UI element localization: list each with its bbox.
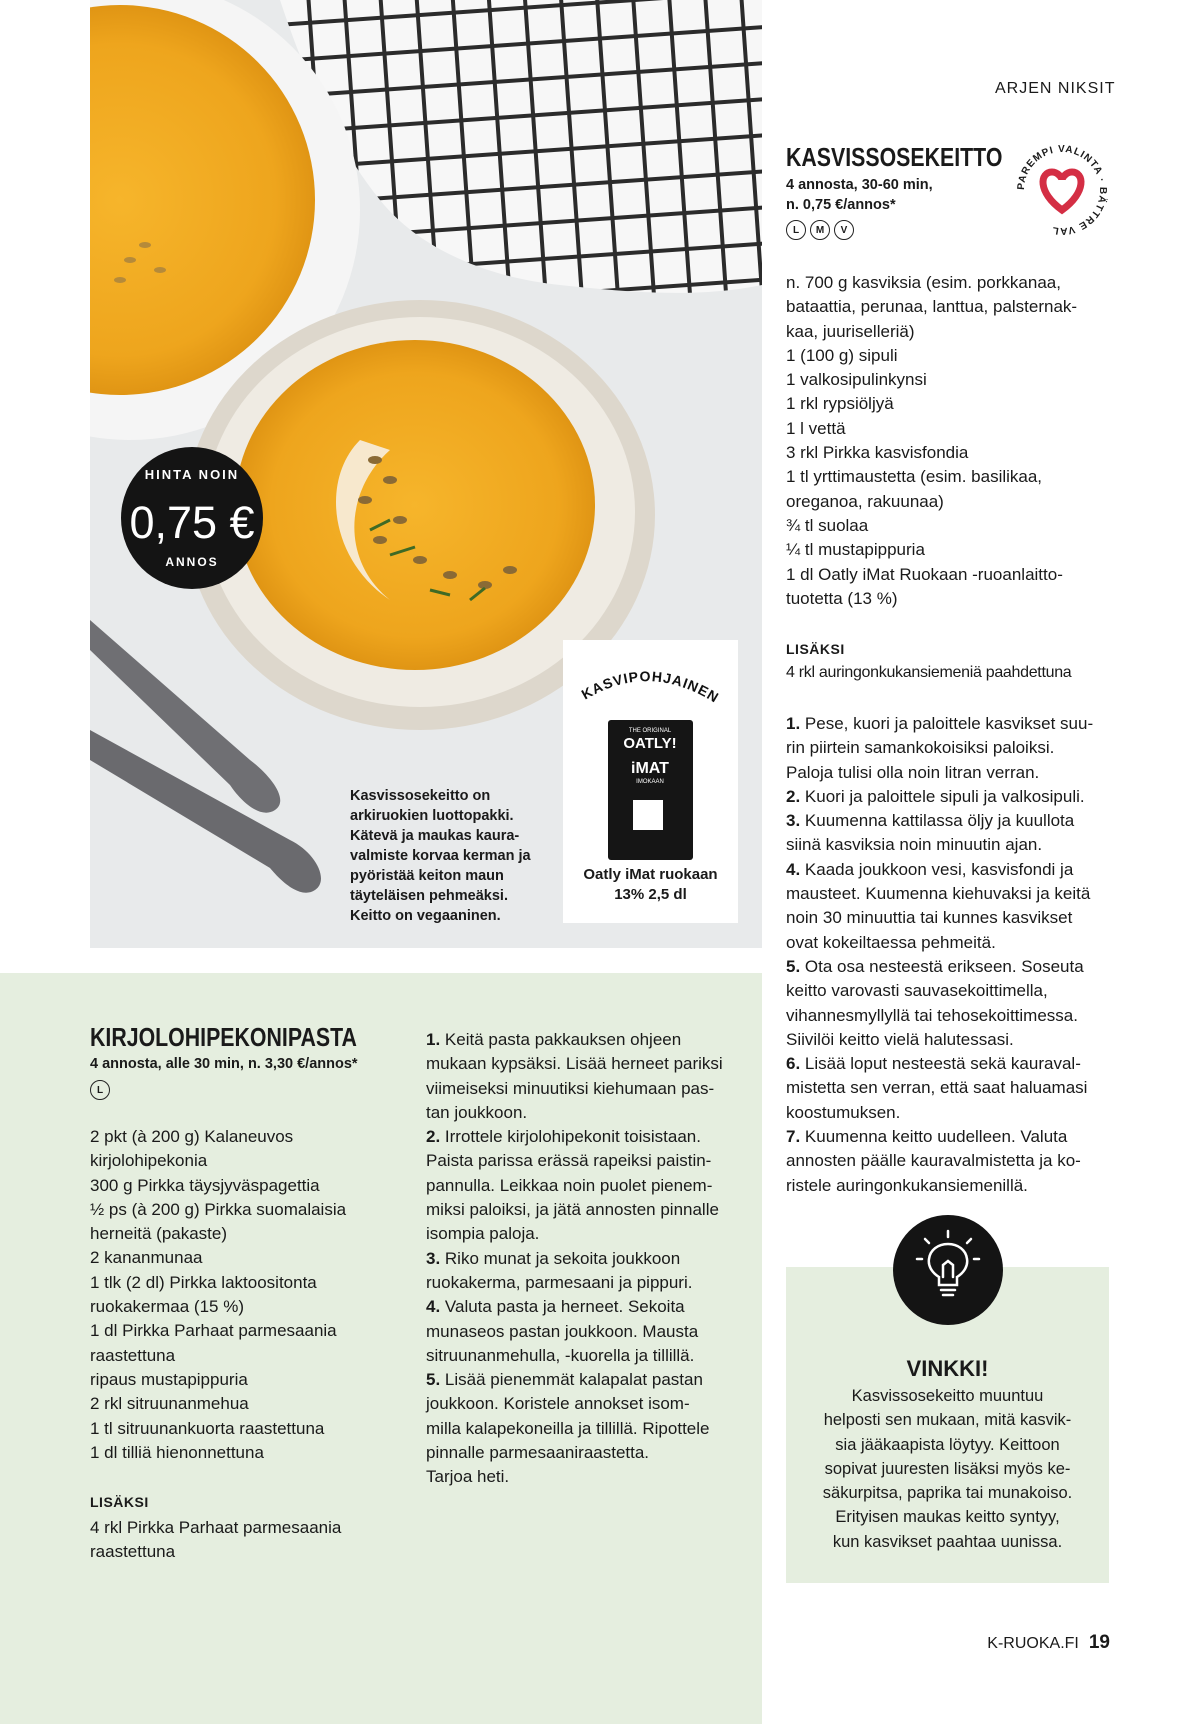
- step-line: noin 30 minuuttia tai kunnes kasvikset: [786, 908, 1073, 928]
- ingredient-line: ripaus mustapippuria: [90, 1369, 248, 1389]
- ingredient-line: 300 g Pirkka täysjyväspagettia: [90, 1175, 320, 1195]
- oatly-pack-illustration: [563, 640, 738, 865]
- footer: [987, 1632, 1110, 1654]
- tip-title: VINKKI!: [906, 1356, 989, 1381]
- tip-line: Kasvissosekeitto muuntuu: [851, 1387, 1044, 1405]
- step-line: ristele auringonkukansiemenillä.: [786, 1175, 1028, 1195]
- pasta-extra-title: LISÄKSI: [90, 1494, 149, 1510]
- pasta-ingredients: [90, 1125, 390, 1465]
- step-line: rin piirtein samankokoisiksi paloiksi.: [786, 738, 1055, 758]
- price-badge-top: HINTA NOIN: [144, 467, 240, 482]
- step-line: 5. Ota osa nesteestä erikseen. Soseuta: [786, 956, 1084, 976]
- ingredient-line: oreganoa, rakuunaa): [786, 491, 944, 511]
- tip-line: säkurpitsa, paprika tai munakoiso.: [822, 1484, 1073, 1503]
- pasta-steps: [426, 1028, 746, 1490]
- step-line: pannulla. Leikkaa noin puolet pienem-: [426, 1175, 713, 1195]
- ingredient-line: 3 rkl Pirkka kasvisfondia: [786, 443, 969, 463]
- ingredient-line: kirjolohipekonia: [90, 1151, 208, 1171]
- soup-diet-badges: [786, 220, 1050, 240]
- ingredient-line: bataattia, perunaa, lanttua, palsternak-: [786, 297, 1078, 317]
- step-line: sitruunanmehulla, -kuorella ja tillillä.: [426, 1345, 695, 1365]
- svg-text:iMAT: iMAT: [631, 760, 669, 777]
- step-line: vihannesmyllyllä tai tehosekoittimessa.: [786, 1005, 1078, 1025]
- svg-text:OATLY!: OATLY!: [623, 735, 677, 752]
- tip-line: helposti sen mukaan, mitä kasvik-: [823, 1411, 1072, 1430]
- tip-line: sia jääkaapista löytyy. Keittoon: [835, 1435, 1060, 1454]
- diet-badge: M: [810, 220, 830, 240]
- product-badge-text: KASVIPOHJAINEN: [578, 668, 723, 706]
- step-line: tan joukkoon.: [426, 1102, 528, 1122]
- soup-header: [786, 142, 1050, 240]
- step-line: pinnalle parmesaaniraastetta.: [426, 1443, 650, 1463]
- product-box: [563, 640, 738, 923]
- step-line: milla kalapekoneilla ja tillillä. Ripottele: [426, 1418, 710, 1438]
- pasta-title: KIRJOLOHIPEKONIPASTA: [90, 1022, 357, 1052]
- ingredient-line: 1 l vettä: [786, 418, 846, 438]
- ingredient-line: 1 tlk (2 dl) Pirkka laktoositonta: [90, 1272, 317, 1292]
- price-badge: [121, 447, 263, 589]
- extra-line: raastettuna: [90, 1542, 176, 1562]
- soup-extra-title: LISÄKSI: [786, 641, 845, 657]
- tip-text: [800, 1384, 1095, 1554]
- step-line: 4. Valuta pasta ja herneet. Sekoita: [426, 1297, 685, 1317]
- tip-line: Erityisen maukas keitto syntyy,: [835, 1508, 1060, 1527]
- section-label: ARJEN NIKSIT: [995, 80, 1116, 97]
- pasta-meta: 4 annosta, alle 30 min, n. 3,30 €/annos*: [90, 1056, 358, 1072]
- diet-badge: L: [90, 1080, 110, 1100]
- ingredient-line: ¾ tl suolaa: [786, 515, 869, 535]
- svg-text:THE ORIGINAL: THE ORIGINAL: [628, 728, 672, 734]
- step-line: Tarjoa heti.: [426, 1467, 510, 1487]
- photo-caption: Kasvissosekeitto on arkiruokien luottopakki. Kätevä ja maukas kaura-valmiste korvaa kerman ja pyöristää keiton maun täyteläisen pehmeäksi. Keitto on vegaaninen.: [350, 788, 531, 924]
- ingredient-line: 2 rkl sitruunanmehua: [90, 1394, 249, 1414]
- step-line: viimeiseksi minuutiksi kiehumaan pas-: [426, 1078, 715, 1098]
- pasta-header: [90, 1022, 416, 1100]
- step-line: 5. Lisää pienemmät kalapalat pastan: [426, 1370, 703, 1390]
- ingredient-line: n. 700 g kasviksia (esim. porkkanaa,: [786, 273, 1061, 292]
- soup-steps: [786, 712, 1116, 1198]
- step-line: mukaan kypsäksi. Lisää herneet pariksi: [426, 1054, 723, 1074]
- step-line: Paista parissa erässä rapeiksi paistin-: [426, 1151, 712, 1171]
- pasta-diet-badges: [90, 1080, 416, 1100]
- step-line: 2. Kuori ja paloittele sipuli ja valkosipuli.: [786, 786, 1085, 806]
- step-line: 2. Irrottele kirjolohipekonit toisistaan.: [426, 1127, 701, 1147]
- soup-meta-2: n. 0,75 €/annos*: [786, 197, 896, 213]
- diet-badge: L: [786, 220, 806, 240]
- step-line: 6. Lisää loput nesteestä sekä kauraval-: [786, 1054, 1081, 1074]
- step-line: 7. Kuumenna keitto uudelleen. Valuta: [786, 1127, 1068, 1147]
- step-line: miksi paloiksi, ja jätä annosten pinnalle: [426, 1200, 719, 1220]
- ingredient-line: 1 valkosipulinkynsi: [786, 370, 927, 390]
- svg-text:PAREMPI VALINTA · BÄTTRE VAL: [1016, 144, 1110, 236]
- svg-text:IMOKAAN: IMOKAAN: [636, 779, 664, 785]
- ingredient-line: 1 dl Pirkka Parhaat parmesaania: [90, 1321, 337, 1341]
- step-line: joukkoon. Koristele annokset isom-: [426, 1394, 690, 1414]
- price-badge-bottom: ANNOS: [165, 555, 219, 569]
- diet-badge: V: [834, 220, 854, 240]
- step-line: Siivilöi keitto vielä halutessasi.: [786, 1029, 1014, 1049]
- ingredient-line: 1 dl Oatly iMat Ruokaan -ruoanlaitto-: [786, 564, 1063, 584]
- ingredient-line: herneitä (pakaste): [90, 1224, 228, 1244]
- footer-site: K-RUOKA.FI: [987, 1635, 1079, 1652]
- product-label-line1: Oatly iMat ruokaan: [583, 866, 718, 883]
- ingredient-line: 1 tl sitruunankuorta raastettuna: [90, 1418, 325, 1438]
- tip-line: sopivat juuresten lisäksi myös ke-: [824, 1459, 1071, 1478]
- lightbulb-icon: [893, 1215, 1003, 1325]
- heart-icon: [1043, 172, 1081, 210]
- step-line: keitto varovasti sauvasekoittimella,: [786, 981, 1048, 1001]
- svg-text:KASVIPOHJAINEN: [579, 668, 722, 706]
- product-label-line2: 13% 2,5 dl: [614, 886, 687, 903]
- step-line: 3. Riko munat ja sekoita joukkoon: [426, 1248, 681, 1268]
- step-line: ovat kokeiltaessa pehmeitä.: [786, 932, 996, 952]
- pasta-extra: [90, 1516, 390, 1565]
- ingredient-line: 1 (100 g) sipuli: [786, 345, 898, 365]
- step-line: mausteet. Kuumenna kiehuvaksi ja keitä: [786, 884, 1091, 904]
- step-line: mistetta sen verran, että saat haluamasi: [786, 1078, 1088, 1098]
- ingredient-line: ruokakermaa (15 %): [90, 1297, 245, 1317]
- step-line: isompia paloja.: [426, 1224, 540, 1244]
- seal-text: PAREMPI VALINTA · BÄTTRE VAL: [1015, 143, 1109, 237]
- page-number: 19: [1088, 1632, 1110, 1653]
- parempi-valinta-seal: [1012, 140, 1112, 240]
- ingredient-line: kaa, juuriselleriä): [786, 321, 915, 341]
- soup-extra: 4 rkl auringonkukansiemeniä paahdettuna: [786, 664, 1072, 681]
- step-line: 3. Kuumenna kattilassa öljy ja kuullota: [786, 811, 1075, 831]
- step-line: siinä kasviksia noin minuutin ajan.: [786, 835, 1043, 855]
- step-line: 1. Pese, kuori ja paloittele kasvikset suu-: [786, 714, 1094, 733]
- ingredient-line: ½ ps (à 200 g) Pirkka suomalaisia: [90, 1199, 347, 1219]
- step-line: 1. Keitä pasta pakkauksen ohjeen: [426, 1030, 682, 1049]
- ingredient-line: 2 kananmunaa: [90, 1248, 203, 1268]
- step-line: ruokakerma, parmesaani ja pippuri.: [426, 1272, 693, 1292]
- ingredient-line: 1 rkl rypsiöljyä: [786, 394, 894, 414]
- soup-title: KASVISSOSEKEITTO: [786, 142, 1003, 172]
- extra-line: 4 rkl Pirkka Parhaat parmesaania: [90, 1518, 342, 1537]
- ingredient-line: ¼ tl mustapippuria: [786, 540, 925, 560]
- price-badge-value: 0,75 €: [129, 497, 255, 548]
- step-line: koostumuksen.: [786, 1102, 901, 1122]
- step-line: annosten päälle kauravalmistetta ja ko-: [786, 1151, 1081, 1171]
- ingredient-line: 1 tl yrttimaustetta (esim. basilikaa,: [786, 467, 1043, 487]
- tip-line: kun kasvikset paahtaa uunissa.: [832, 1532, 1063, 1551]
- step-line: munaseos pastan joukkoon. Mausta: [426, 1321, 699, 1341]
- ingredient-line: tuotetta (13 %): [786, 588, 898, 608]
- ingredient-line: raastettuna: [90, 1345, 176, 1365]
- soup-meta-1: 4 annosta, 30-60 min,: [786, 177, 933, 193]
- step-line: Paloja tulisi olla noin litran verran.: [786, 762, 1040, 782]
- ingredient-line: 1 dl tilliä hienonnettuna: [90, 1442, 264, 1462]
- soup-ingredients: [786, 271, 1116, 611]
- ingredient-line: 2 pkt (à 200 g) Kalaneuvos: [90, 1127, 294, 1146]
- step-line: 4. Kaada joukkoon vesi, kasvisfondi ja: [786, 859, 1074, 879]
